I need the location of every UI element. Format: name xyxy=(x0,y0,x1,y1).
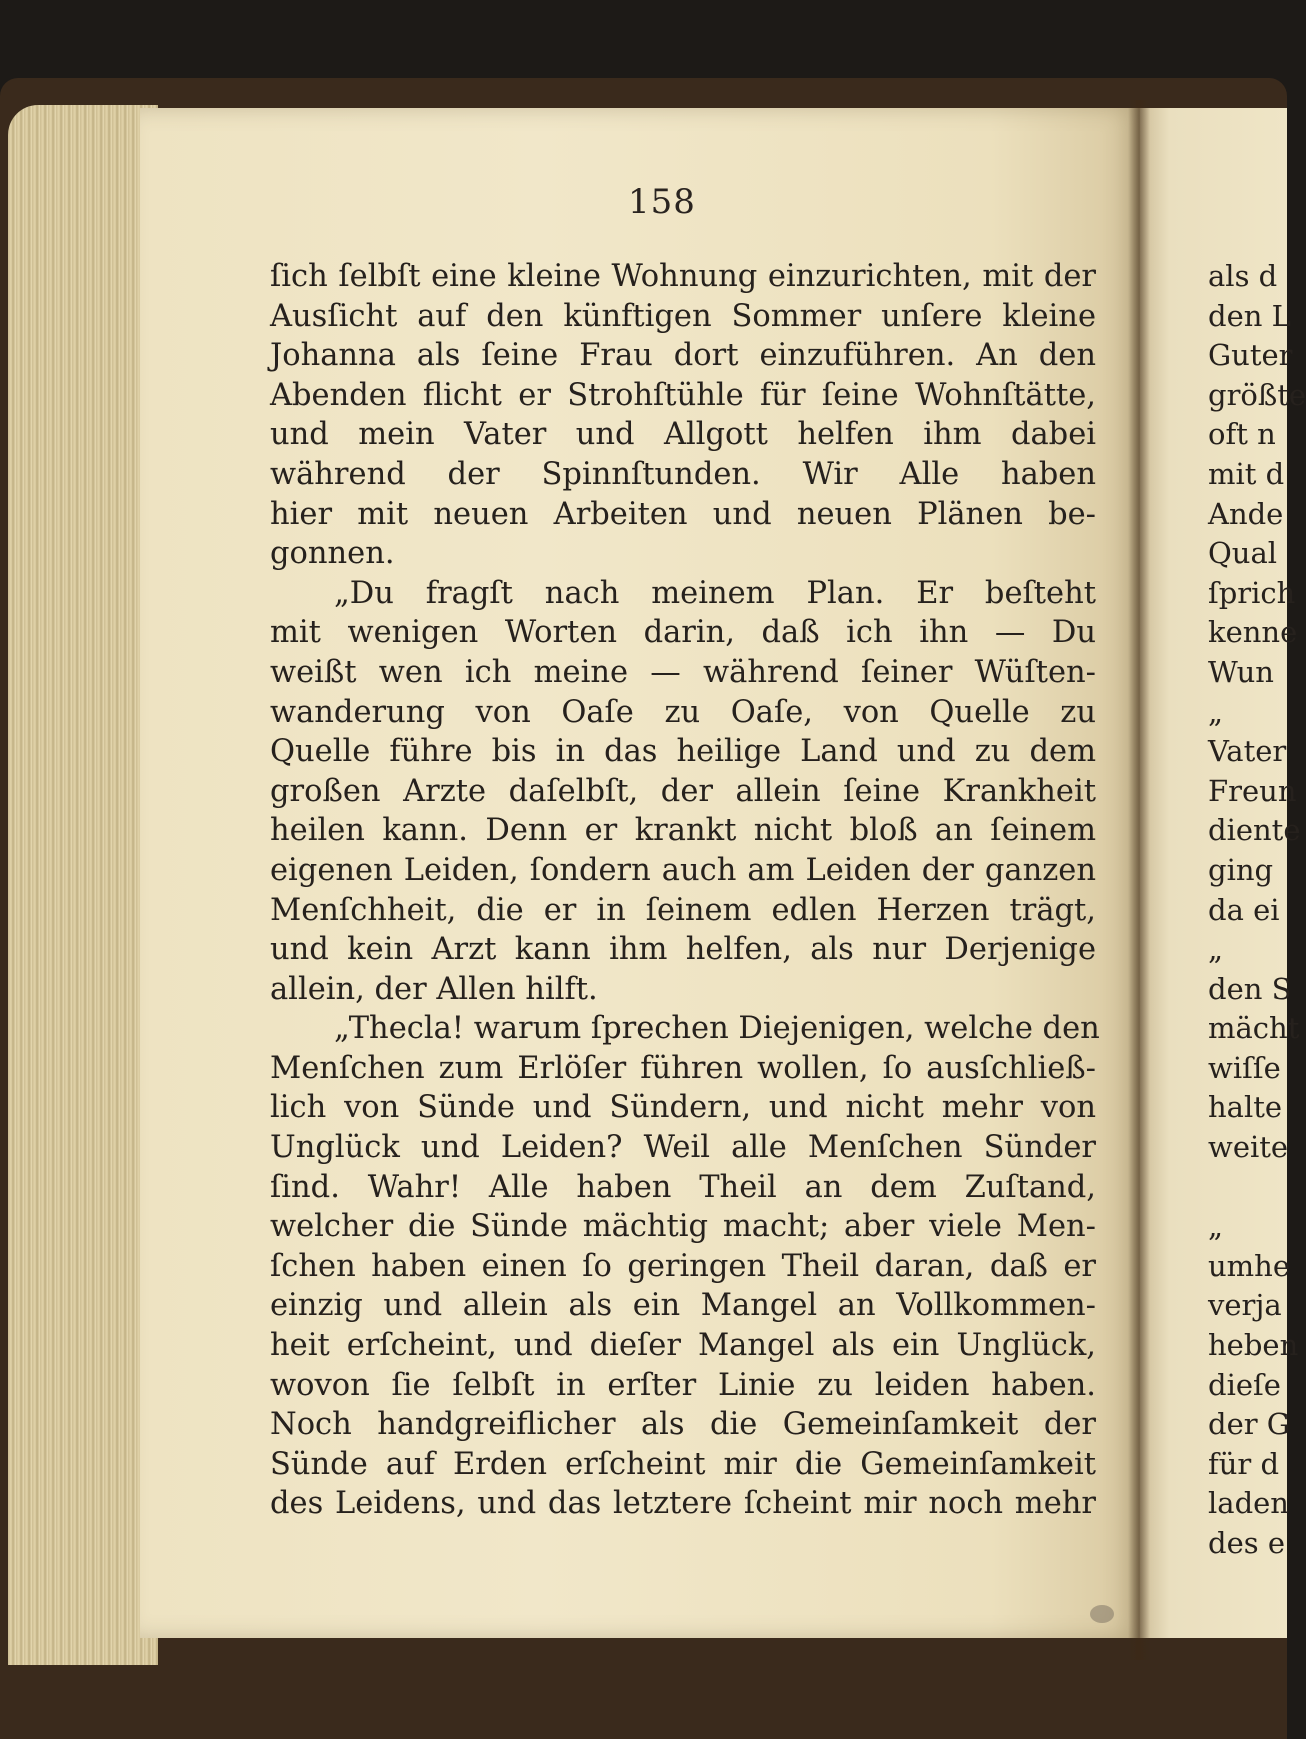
text-line: heit erſcheint, und dieſer Mangel als ein Unglück, xyxy=(270,1328,1096,1364)
text-line: großen Arzte daſelbſt, der allein ſeine Krankheit xyxy=(270,773,1096,809)
text-line: ſich ſelbſt eine kleine Wohnung einzurichten, mit der xyxy=(270,259,1096,294)
text-line: wanderung von Oaſe zu Oaſe, von Quelle zu xyxy=(270,694,1096,730)
right-page-line: oft n xyxy=(1208,417,1276,452)
text-line: Sünde auf Erden erſcheint mir die Gemeinſamkeit xyxy=(270,1446,1096,1482)
text-line: Menſchen zum Erlöſer führen wollen, ſo ausſchließ- xyxy=(270,1050,1096,1086)
text-line: lich von Sünde und Sündern, und nicht mehr von xyxy=(270,1090,1096,1126)
text-line: „Du fragſt nach meinem Plan. Er beſteht xyxy=(334,575,1096,611)
paper-stain xyxy=(1090,1605,1114,1623)
text-line: während der Spinnſtunden. Wir Alle haben xyxy=(270,456,1096,492)
right-page-line: mit d xyxy=(1208,456,1285,491)
right-page-line: heben xyxy=(1208,1328,1299,1363)
text-line: wovon ſie ſelbſt in erſter Linie zu leiden haben. xyxy=(270,1367,1096,1403)
right-page-line: den L xyxy=(1208,298,1291,333)
text-line: eigenen Leiden, ſondern auch am Leiden der ganzen xyxy=(270,852,1096,888)
right-page-line: verja xyxy=(1208,1288,1282,1323)
text-line: gonnen. xyxy=(270,536,395,572)
text-line: mit wenigen Worten darin, daß ich ihn — Du xyxy=(270,615,1096,651)
text-line: und kein Arzt kann ihm helfen, als nur Derjenige xyxy=(270,932,1096,968)
text-line: Menſchheit, die er in ſeinem edlen Herzen trägt, xyxy=(270,892,1096,928)
text-line: allein, der Allen hilft. xyxy=(270,971,598,1007)
right-page-line: Guter xyxy=(1208,338,1293,373)
right-page-line: Ande xyxy=(1208,496,1284,531)
right-page-text-fragment xyxy=(1208,257,1306,1564)
right-page-line: ging xyxy=(1208,852,1274,887)
right-page-line: da ei xyxy=(1208,892,1280,927)
right-page-line: wiſſe xyxy=(1208,1050,1281,1085)
right-page-line: den S xyxy=(1208,971,1292,1006)
text-line: ſind. Wahr! Alle haben Theil an dem Zuſtand, xyxy=(270,1169,1096,1205)
text-line: und mein Vater und Allgott helfen ihm dabei xyxy=(270,417,1096,453)
text-line: Noch handgreiflicher als die Gemeinſamkeit der xyxy=(270,1407,1096,1443)
right-page-line: größte xyxy=(1208,377,1306,412)
text-line: Abenden flicht er Strohſtühle für ſeine Wohnſtätte, xyxy=(270,377,1096,413)
text-line: heilen kann. Denn er krankt nicht bloß an ſeinem xyxy=(270,813,1096,849)
right-page-line: ſprich xyxy=(1208,575,1296,610)
right-page-line: der G xyxy=(1208,1407,1290,1442)
right-page-line: weite xyxy=(1208,1130,1289,1165)
right-page-line: „ xyxy=(1208,1209,1224,1244)
right-page-line: halte xyxy=(1208,1090,1283,1125)
text-line: welcher die Sünde mächtig macht; aber viele Men- xyxy=(270,1209,1096,1245)
right-page-line: für d xyxy=(1208,1446,1280,1481)
text-line: des Leidens, und das letztere ſcheint mir noch mehr xyxy=(270,1486,1096,1522)
text-line: weißt wen ich meine — während ſeiner Wüſten- xyxy=(270,654,1096,690)
page-number: 158 xyxy=(628,182,696,222)
text-line: Ausſicht auf den künftigen Sommer unſere kleine xyxy=(270,298,1096,334)
right-page-line: des e xyxy=(1208,1526,1285,1560)
right-page-line: diente xyxy=(1208,813,1301,848)
book-gutter xyxy=(1128,100,1150,1660)
text-line: „Thecla! warum ſprechen Diejenigen, welche den xyxy=(334,1011,1100,1047)
text-line: Unglück und Leiden? Weil alle Menſchen Sünder xyxy=(270,1130,1096,1166)
right-page-line: Wun xyxy=(1208,654,1274,689)
right-page-line: dieſe xyxy=(1208,1367,1281,1402)
right-page-line xyxy=(1208,1168,1287,1208)
text-line: hier mit neuen Arbeiten und neuen Plänen be- xyxy=(270,496,1096,532)
text-line: Quelle führe bis in das heilige Land und zu dem xyxy=(270,734,1096,770)
right-page-line: Qual xyxy=(1208,536,1278,571)
left-page-text xyxy=(270,257,1100,1524)
right-page-line: kenne xyxy=(1208,615,1298,650)
right-page-line: Freun xyxy=(1208,773,1297,808)
text-line: Johanna als ſeine Frau dort einzuführen. An den xyxy=(270,338,1096,374)
right-page-line: umhe xyxy=(1208,1248,1291,1283)
right-page-line: laden xyxy=(1208,1486,1289,1521)
right-page-line: „ xyxy=(1208,694,1224,729)
right-page-line: als d xyxy=(1208,259,1278,293)
right-page-line: „ xyxy=(1208,932,1224,967)
page-edges xyxy=(8,105,158,1665)
right-page-line: Vater xyxy=(1208,734,1287,769)
right-page-line: mächt xyxy=(1208,1011,1300,1046)
text-line: einzig und allein als ein Mangel an Vollkommen- xyxy=(270,1288,1096,1324)
text-line: ſchen haben einen ſo geringen Theil daran, daß er xyxy=(270,1248,1096,1284)
